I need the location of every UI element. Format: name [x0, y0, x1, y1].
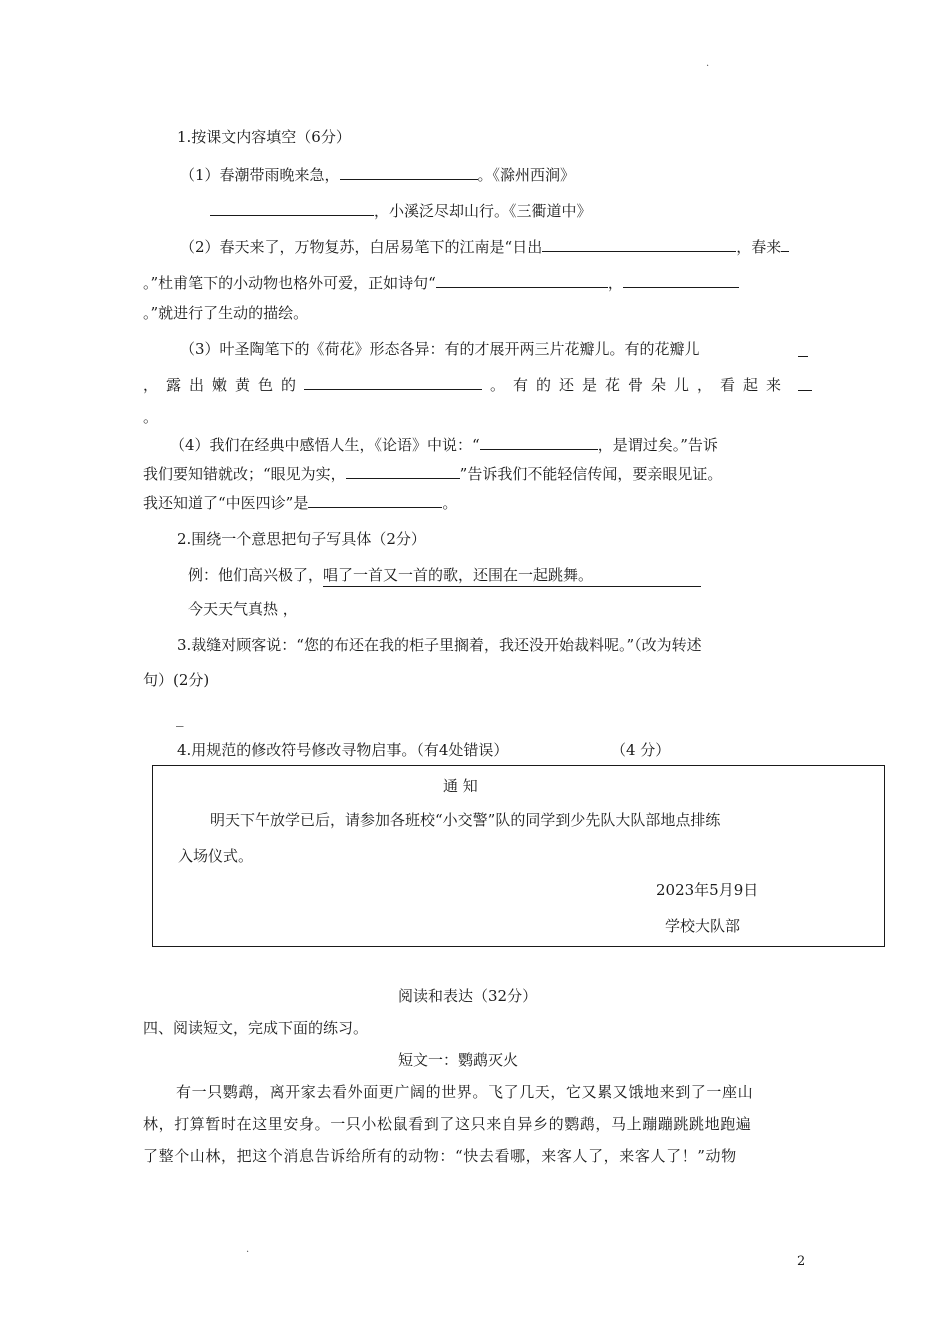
q1-p2-line2-prefix: 。”杜甫笔下的小动物也格外可爱，正如诗句“ — [143, 274, 436, 292]
page-number: 2 — [797, 1254, 806, 1269]
part-title: 四、阅读短文，完成下面的练习。 — [143, 1019, 369, 1037]
q3-line1: 3.裁缝对顾客说：“您的布还在我的柜子里搁着，我还没开始裁料呢。”（改为转述 — [177, 636, 702, 654]
q2-example-answer: 唱了一首又一首的歌，还围在一起跳舞。 — [323, 565, 701, 587]
q1-p3-line2 — [143, 373, 789, 395]
answer-blank[interactable] — [542, 235, 736, 252]
q1-p4-line1-b: ，是谓过矣。”告诉 — [597, 436, 718, 454]
q2-prompt: 今天天气真热 ， — [188, 600, 298, 618]
answer-blank[interactable] — [210, 199, 374, 216]
answer-blank[interactable] — [308, 491, 442, 508]
q1-p4-line3 — [143, 491, 457, 513]
q2-title: 2.围绕一个意思把句子写具体（2分） — [177, 530, 426, 548]
answer-blank[interactable] — [436, 271, 608, 288]
section-title: 阅读和表达（32分） — [398, 987, 538, 1005]
answer-blank[interactable] — [340, 163, 478, 180]
notice-heading: 通 知 — [443, 777, 478, 795]
q1-p4-line1-a: （4）我们在经典中感悟人生，《论语》中说：“ — [170, 436, 480, 454]
q1-p1-suffix: 。《滁州西涧》 — [477, 166, 576, 184]
header-dot: . — [706, 58, 710, 69]
passage-line: 林，打算暂时在这里安身。一只小松鼠看到了这只来自异乡的鹦鹉，马上蹦蹦跳跳地跑遍 — [143, 1115, 752, 1133]
q1-p4-line1 — [170, 433, 718, 455]
passage-title: 短文一：鹦鹉灭火 — [398, 1051, 519, 1069]
notice-date: 2023年5月9日 — [656, 881, 759, 899]
q1-p1 — [180, 163, 575, 185]
q1-p2-line2-mid: ， — [607, 274, 623, 292]
answer-blank[interactable] — [346, 462, 460, 479]
q3-line2: 句）(2分) — [143, 671, 210, 689]
q1-p4-line3-b: 。 — [442, 494, 458, 512]
q3-answer-mark[interactable]: _ — [176, 709, 184, 727]
q1-p3-line1: （3）叶圣陶笔下的《荷花》形态各异：有的才展开两三片花瓣儿。有的花瓣儿 — [180, 340, 700, 358]
q1-p2-line1 — [180, 235, 789, 257]
q1-p4-line3-a: 我还知道了“中医四诊”是 — [143, 494, 309, 512]
q2-example — [188, 565, 701, 587]
q1-p4-line2-a: 我们要知错就改；“眼见为实， — [143, 465, 346, 483]
q1-p1b — [210, 199, 592, 221]
notice-signature: 学校大队部 — [665, 917, 741, 935]
footer-dot: . — [246, 1244, 250, 1255]
q1-p4-line2 — [143, 462, 722, 484]
q1-p3-line3: 。 — [143, 408, 159, 426]
passage-line: 了整个山林，把这个消息告诉给所有的动物：“快去看哪，来客人了，来客人了！”动物 — [143, 1147, 737, 1165]
q1-title: 1.按课文内容填空（6分） — [177, 128, 351, 146]
answer-blank[interactable] — [623, 271, 739, 288]
q4-title: 4.用规范的修改符号修改寻物启事。（有4处错误） — [177, 741, 509, 759]
answer-blank[interactable] — [304, 373, 482, 390]
passage-line: 有一只鹦鹉，离开家去看外面更广阔的世界。飞了几天，它又累又饿地来到了一座山 — [176, 1083, 754, 1101]
q1-p1b-suffix: ，小溪泛尽却山行。《三衢道中》 — [374, 202, 592, 220]
q1-p1-prefix: （1）春潮带雨晚来急， — [180, 166, 340, 184]
notice-body-line1: 明天下午放学已后，请参加各班校“小交警”队的同学到少先队大队部地点排练 — [210, 811, 721, 829]
q1-p2-suffix: ，春来 — [736, 238, 782, 256]
q1-p2-prefix: （2）春天来了，万物复苏，白居易笔下的江南是“日出 — [180, 238, 543, 256]
answer-blank[interactable] — [798, 340, 808, 357]
q4-score: （4 分） — [611, 741, 671, 759]
notice-body-line2: 入场仪式。 — [178, 847, 254, 865]
q1-p3-line2-b: 。有的还是花骨朵儿，看起来 — [490, 376, 790, 394]
q1-p2-line3: 。”就进行了生动的描绘。 — [143, 304, 309, 322]
notice-box — [152, 765, 885, 947]
q1-p2-line2 — [143, 271, 739, 293]
answer-blank[interactable] — [798, 374, 812, 391]
answer-blank[interactable] — [480, 433, 598, 450]
q2-example-label: 例：他们高兴极了， — [188, 566, 324, 584]
answer-blank[interactable] — [781, 235, 789, 252]
q1-p3-line2-a: ，露出嫩黄色的 — [143, 376, 305, 394]
q1-p4-line2-b: ”告诉我们不能轻信传闻，要亲眼见证。 — [459, 465, 723, 483]
